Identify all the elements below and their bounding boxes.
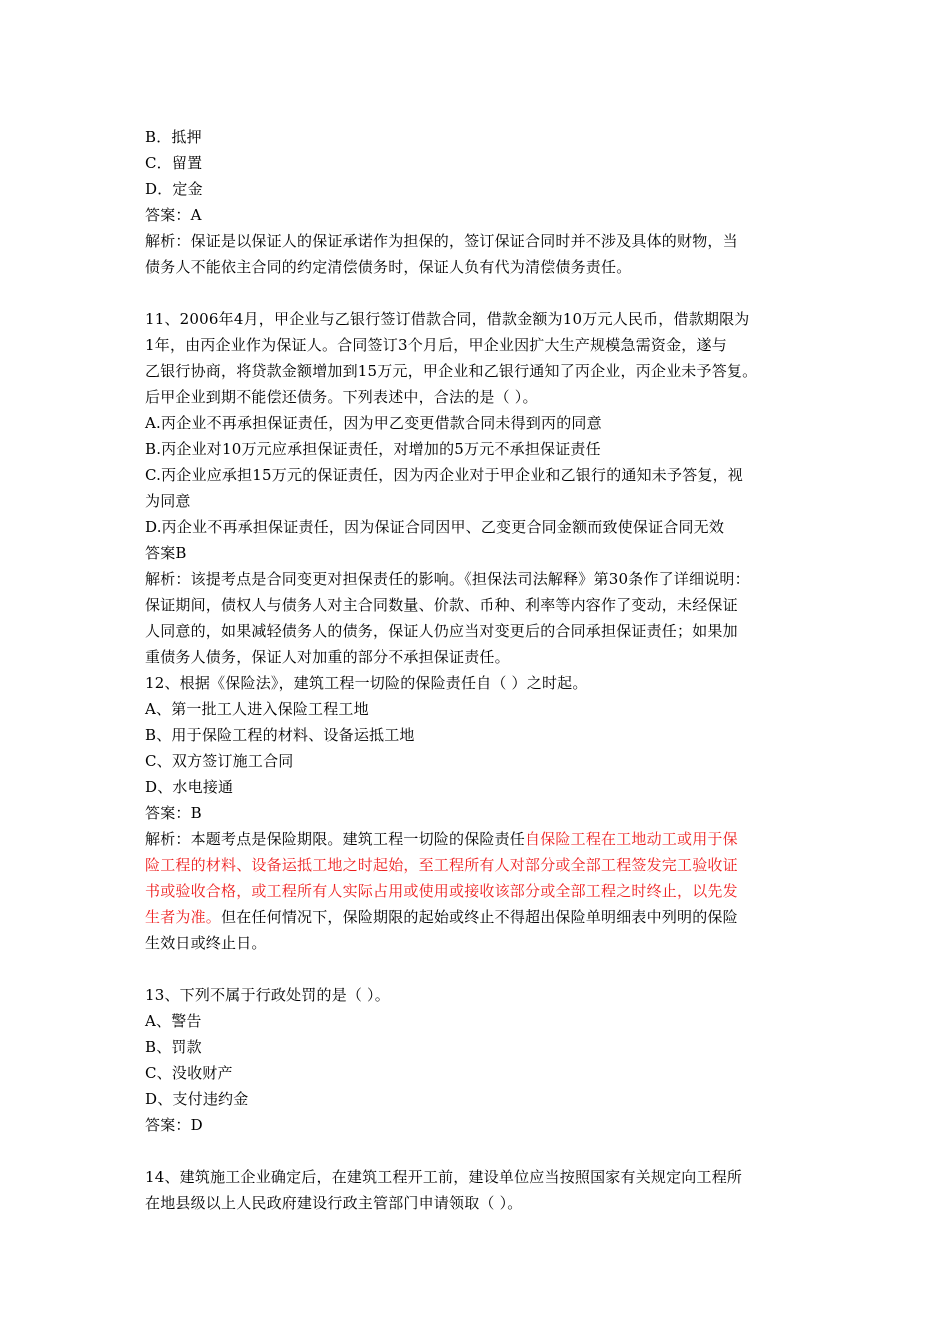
q11-option-d: D.丙企业不再承担保证责任，因为保证合同因甲、乙变更合同金额而致使保证合同无效 [145,518,725,536]
q11-option-c: C.丙企业应承担15万元的保证责任，因为丙企业对于甲企业和乙银行的通知未予答复，视 [145,466,744,484]
q11-stem-line: 后甲企业到期不能偿还债务。下列表述中，合法的是（ ）。 [145,388,538,406]
q12-option-d: D、水电接通 [145,778,234,796]
q13-option-b: B、罚款 [145,1038,202,1056]
q12-option-b: B、用于保险工程的材料、设备运抵工地 [145,726,415,744]
q12-analysis-text: 但在任何情况下，保险期限的起始或终止不得超出保险单明细表中列明的保险 [221,908,738,926]
q11-analysis-line: 重债务人债务，保证人对加重的部分不承担保证责任。 [145,648,510,666]
q10-option-d: D．定金 [145,180,203,198]
paragraph-gap [145,1138,813,1164]
q10-option-c: C．留置 [145,154,203,172]
q13-option-c: C、没收财产 [145,1064,233,1082]
q14-stem-line: 14、建筑施工企业确定后，在建筑工程开工前，建设单位应当按照国家有关规定向工程所 [145,1168,743,1186]
q11-stem-line: 乙银行协商，将贷款金额增加到15万元，甲企业和乙银行通知了丙企业，丙企业未予答复。 [145,362,758,380]
q11-option-a: A.丙企业不再承担保证责任，因为甲乙变更借款合同未得到丙的同意 [145,414,602,432]
q12-answer: 答案：B [145,804,202,822]
q13-stem: 13、下列不属于行政处罚的是（ ）。 [145,986,390,1004]
q12-stem: 12、根据《保险法》，建筑工程一切险的保险责任自（ ）之时起。 [145,674,588,692]
q11-option-b: B.丙企业对10万元应承担保证责任，对增加的5万元不承担保证责任 [145,440,601,458]
q12-analysis-highlight: 生者为准。 [145,908,222,926]
q11-answer: 答案B [145,544,187,562]
q10-analysis-line: 解析：保证是以保证人的保证承诺作为担保的，签订保证合同时并不涉及具体的财物，当 [145,232,738,250]
q11-analysis-line: 保证期间，债权人与债务人对主合同数量、价款、币种、利率等内容作了变动，未经保证 [145,596,738,614]
q12-analysis-line: 生效日或终止日。 [145,934,267,952]
q10-option-b: B．抵押 [145,128,202,146]
q12-option-c: C、双方签订施工合同 [145,752,294,770]
q10-analysis-line: 债务人不能依主合同的约定清偿债务时，保证人负有代为清偿债务责任。 [145,258,632,276]
q12-option-a: A、第一批工人进入保险工程工地 [145,700,369,718]
q11-option-c-continued: 为同意 [145,492,191,510]
q11-analysis-line: 解析：该提考点是合同变更对担保责任的影响。《担保法司法解释》第30条作了详细说明： [145,570,750,588]
q11-stem-line: 1年，由丙企业作为保证人。合同签订3个月后，甲企业因扩大生产规模急需资金，遂与 [145,336,727,354]
q11-analysis-line: 人同意的，如果减轻债务人的债务，保证人仍应当对变更后的合同承担保证责任；如果加 [145,622,738,640]
paragraph-gap [145,280,813,306]
q12-analysis-text: 解析：本题考点是保险期限。建筑工程一切险的保险责任 [145,830,526,848]
q10-answer: 答案：A [145,206,202,224]
q13-answer: 答案：D [145,1116,203,1134]
q11-stem-line: 11、2006年4月，甲企业与乙银行签订借款合同，借款金额为10万元人民币，借款期限为 [145,310,750,328]
q14-stem-line: 在地县级以上人民政府建设行政主管部门申请领取（ ）。 [145,1194,523,1212]
q13-option-a: A、警告 [145,1012,202,1030]
q12-analysis-highlight: 险工程的材料、设备运抵工地之时起始，至工程所有人对部分或全部工程签发完工验收证 [145,856,738,874]
q12-analysis-highlight: 自保险工程在工地动工或用于保 [525,830,738,848]
q13-option-d: D、支付违约金 [145,1090,249,1108]
paragraph-gap [145,956,813,982]
q12-analysis-highlight: 书或验收合格，或工程所有人实际占用或使用或接收该部分或全部工程之时终止，以先发 [145,882,738,900]
q12-analysis-line [145,826,813,852]
q12-analysis-line [145,904,813,930]
document-body [145,124,813,1216]
